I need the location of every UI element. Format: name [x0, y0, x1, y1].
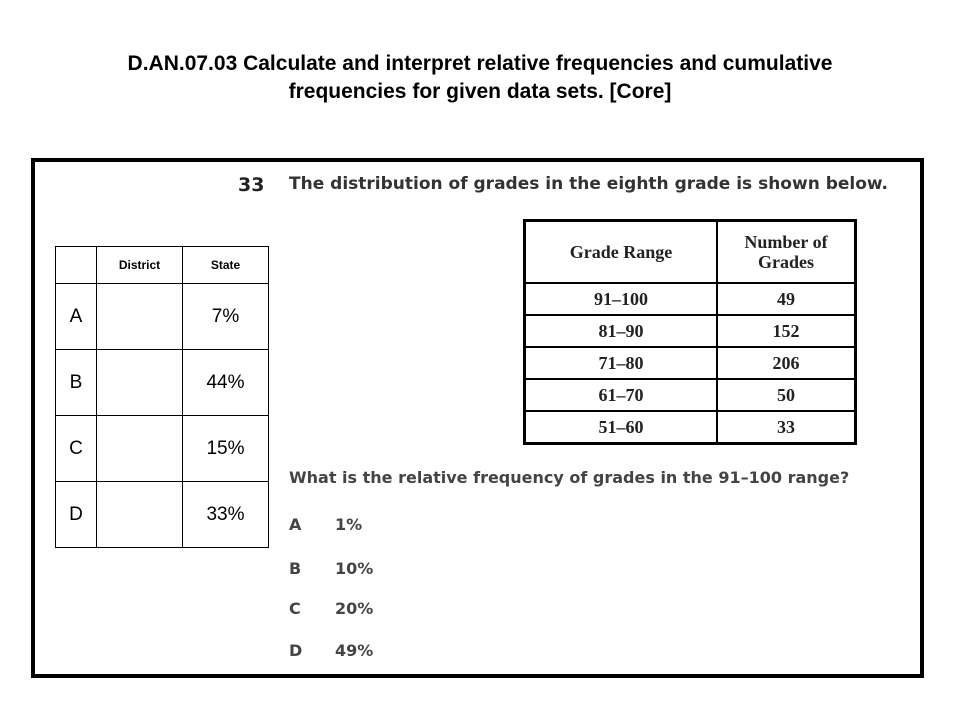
table-row [56, 350, 269, 416]
district-cell [97, 284, 183, 350]
row-letter: B [56, 350, 97, 416]
choice-letter: D [289, 641, 303, 660]
table-row [525, 315, 856, 347]
grade-count-cell: 33 [717, 411, 856, 444]
choice-value: 20% [335, 599, 374, 618]
header-number-of-grades [717, 221, 856, 284]
grade-table-header [525, 221, 856, 284]
row-letter: A [56, 284, 97, 350]
header-count-line-2: Grades [758, 252, 814, 272]
grade-table [523, 219, 857, 445]
row-letter: D [56, 482, 97, 548]
grade-count-cell: 206 [717, 347, 856, 379]
table-row [525, 411, 856, 444]
title-line-1: D.AN.07.03 Calculate and interpret relative frequencies and cumulative [127, 52, 833, 75]
district-cell [97, 482, 183, 548]
state-cell: 33% [183, 482, 269, 548]
answer-table [55, 246, 269, 548]
choice-value: 1% [335, 515, 363, 534]
grade-count-cell: 49 [717, 283, 856, 315]
district-cell [97, 416, 183, 482]
choice-d[interactable] [289, 641, 373, 660]
table-row [525, 379, 856, 411]
header-grade-range: Grade Range [525, 221, 718, 284]
row-letter: C [56, 416, 97, 482]
table-row [56, 482, 269, 548]
choice-a[interactable] [289, 515, 362, 534]
state-cell: 7% [183, 284, 269, 350]
question-number: 33 [238, 174, 265, 196]
grade-range-cell: 71–80 [525, 347, 718, 379]
grade-range-cell: 51–60 [525, 411, 718, 444]
grade-range-cell: 91–100 [525, 283, 718, 315]
header-blank [56, 247, 97, 284]
header-count-line-1: Number of [744, 232, 828, 252]
table-row [56, 284, 269, 350]
choice-letter: B [289, 559, 302, 578]
state-cell: 44% [183, 350, 269, 416]
grade-range-cell: 81–90 [525, 315, 718, 347]
question-text: What is the relative frequency of grades in the 91–100 range? [289, 468, 850, 487]
title-line-2: frequencies for given data sets. [Core] [288, 80, 672, 103]
header-state: State [183, 247, 269, 284]
choice-c[interactable] [289, 599, 373, 618]
choice-value: 49% [335, 641, 374, 660]
choice-b[interactable] [289, 559, 373, 578]
table-row [525, 283, 856, 315]
choice-value: 10% [335, 559, 374, 578]
grade-count-cell: 152 [717, 315, 856, 347]
choice-letter: A [289, 515, 302, 534]
grade-range-cell: 61–70 [525, 379, 718, 411]
question-prompt: The distribution of grades in the eighth grade is shown below. [289, 174, 888, 194]
table-row [56, 416, 269, 482]
answer-table-header [56, 247, 269, 284]
choice-letter: C [289, 599, 301, 618]
state-cell: 15% [183, 416, 269, 482]
page-title [40, 50, 920, 106]
grade-count-cell: 50 [717, 379, 856, 411]
district-cell [97, 350, 183, 416]
header-district: District [97, 247, 183, 284]
table-row [525, 347, 856, 379]
